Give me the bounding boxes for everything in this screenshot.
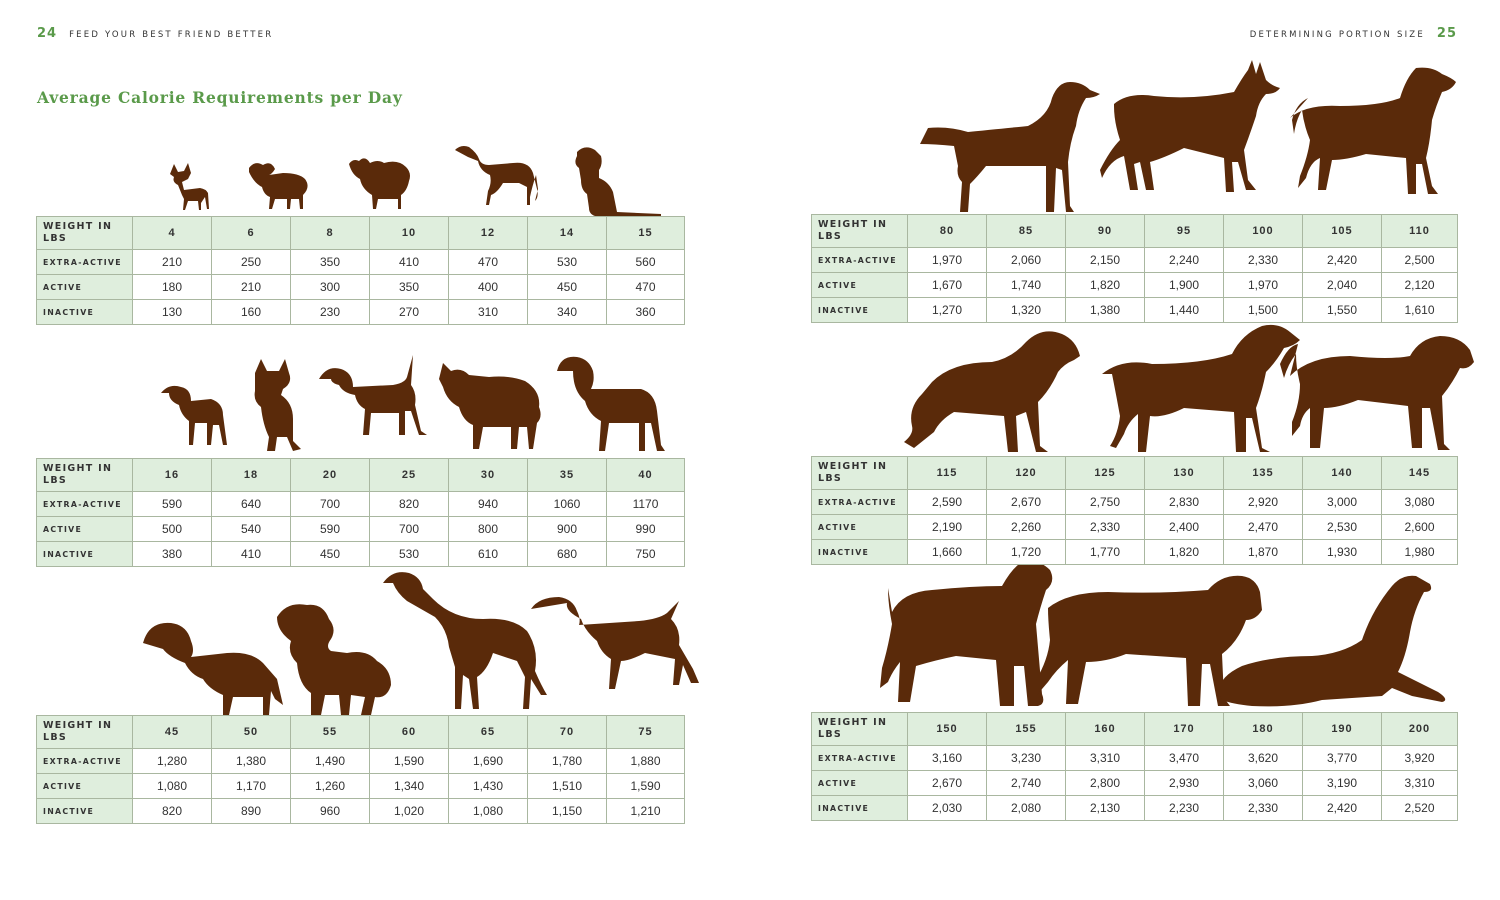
calorie-cell: 1,720 [987, 540, 1066, 565]
calorie-cell: 610 [449, 542, 528, 567]
weight-cell: 95 [1145, 215, 1224, 248]
shiba-silhouette [439, 363, 541, 449]
calorie-cell: 3,230 [987, 746, 1066, 771]
inactive-label: INACTIVE [37, 542, 133, 567]
papillon-silhouette [249, 163, 308, 209]
extra-active-label: EXTRA-ACTIVE [812, 248, 908, 273]
calorie-cell: 1,660 [908, 540, 987, 565]
page-heading: Average Calorie Requirements per Day [37, 88, 403, 107]
right-running-head [1250, 26, 1457, 41]
calorie-cell: 2,800 [1066, 771, 1145, 796]
weight-block-xl [811, 214, 1458, 323]
calorie-cell: 2,520 [1382, 796, 1458, 821]
calorie-cell: 1,900 [1145, 273, 1224, 298]
calorie-cell: 3,000 [1303, 490, 1382, 515]
weight-cell: 16 [133, 459, 212, 492]
calorie-cell: 1060 [528, 492, 607, 517]
calorie-cell: 2,190 [908, 515, 987, 540]
active-row [812, 515, 1458, 540]
weight-cell: 170 [1145, 713, 1224, 746]
extra-active-row [812, 490, 1458, 515]
extra-active-row [37, 749, 685, 774]
inactive-row [812, 540, 1458, 565]
pomeranian-silhouette [349, 158, 410, 209]
dog-silhouettes-medium [36, 353, 685, 458]
calorie-cell: 1,150 [528, 799, 607, 824]
active-label: ACTIVE [37, 774, 133, 799]
weight-row-label: WEIGHT IN LBS [37, 217, 133, 250]
weight-cell: 130 [1145, 457, 1224, 490]
calorie-cell: 3,160 [908, 746, 987, 771]
cocker-spaniel-silhouette [143, 623, 283, 715]
calorie-cell: 1,170 [212, 774, 291, 799]
calorie-cell: 700 [291, 492, 370, 517]
calorie-cell: 900 [528, 517, 607, 542]
calorie-cell: 2,240 [1145, 248, 1224, 273]
inactive-row [812, 796, 1458, 821]
calorie-cell: 800 [449, 517, 528, 542]
calorie-table-giant [811, 712, 1458, 821]
weight-cell: 190 [1303, 713, 1382, 746]
extra-active-label: EXTRA-ACTIVE [37, 250, 133, 275]
weight-row [37, 716, 685, 749]
weight-block-xxl [811, 456, 1458, 565]
inactive-row [37, 300, 685, 325]
calorie-cell: 500 [133, 517, 212, 542]
pointer-silhouette [920, 82, 1100, 212]
weight-cell: 4 [133, 217, 212, 250]
calorie-cell: 2,420 [1303, 796, 1382, 821]
left-running-title: FEED YOUR BEST FRIEND BETTER [69, 30, 274, 40]
calorie-cell: 3,920 [1382, 746, 1458, 771]
chihuahua-silhouette [170, 163, 209, 210]
pug-silhouette [161, 386, 227, 445]
calorie-cell: 700 [370, 517, 449, 542]
calorie-cell: 3,470 [1145, 746, 1224, 771]
calorie-cell: 2,060 [987, 248, 1066, 273]
extra-active-row [812, 248, 1458, 273]
weight-cell: 180 [1224, 713, 1303, 746]
weight-cell: 15 [607, 217, 685, 250]
weight-cell: 14 [528, 217, 607, 250]
calorie-cell: 1,740 [987, 273, 1066, 298]
calorie-cell: 450 [291, 542, 370, 567]
calorie-table-large [36, 715, 685, 824]
weight-row-label: WEIGHT IN LBS [812, 215, 908, 248]
calorie-cell: 990 [607, 517, 685, 542]
calorie-cell: 1,550 [1303, 298, 1382, 323]
weight-cell: 160 [1066, 713, 1145, 746]
weight-cell: 10 [370, 217, 449, 250]
calorie-cell: 1,970 [908, 248, 987, 273]
weight-block-medium [36, 458, 685, 567]
weight-cell: 12 [449, 217, 528, 250]
extra-active-label: EXTRA-ACTIVE [812, 490, 908, 515]
calorie-cell: 1,340 [370, 774, 449, 799]
active-label: ACTIVE [812, 771, 908, 796]
calorie-cell: 230 [291, 300, 370, 325]
active-row [37, 275, 685, 300]
calorie-cell: 540 [212, 517, 291, 542]
weight-cell: 105 [1303, 215, 1382, 248]
weight-cell: 110 [1382, 215, 1458, 248]
rottweiler-silhouette [1290, 68, 1456, 194]
weight-row-label: WEIGHT IN LBS [812, 713, 908, 746]
extra-active-row [37, 492, 685, 517]
calorie-cell: 3,190 [1303, 771, 1382, 796]
right-page-number: 25 [1436, 26, 1457, 41]
weight-cell: 20 [291, 459, 370, 492]
calorie-cell: 1,690 [449, 749, 528, 774]
calorie-cell: 940 [449, 492, 528, 517]
calorie-cell: 1,770 [1066, 540, 1145, 565]
weight-cell: 65 [449, 716, 528, 749]
active-row [37, 774, 685, 799]
newfoundland-silhouette [880, 561, 1052, 706]
calorie-cell: 820 [133, 799, 212, 824]
spaniel-mix-silhouette [557, 357, 665, 451]
calorie-cell: 890 [212, 799, 291, 824]
calorie-cell: 530 [528, 250, 607, 275]
calorie-cell: 3,060 [1224, 771, 1303, 796]
inactive-label: INACTIVE [812, 796, 908, 821]
weight-cell: 125 [1066, 457, 1145, 490]
inactive-row [812, 298, 1458, 323]
calorie-cell: 3,310 [1066, 746, 1145, 771]
bullmastiff-silhouette [1280, 336, 1474, 450]
weight-cell: 85 [987, 215, 1066, 248]
calorie-cell: 820 [370, 492, 449, 517]
weight-cell: 6 [212, 217, 291, 250]
weight-cell: 18 [212, 459, 291, 492]
calorie-table-xl [811, 214, 1458, 323]
calorie-cell: 1,500 [1224, 298, 1303, 323]
calorie-table-xxl [811, 456, 1458, 565]
calorie-cell: 2,040 [1303, 273, 1382, 298]
active-label: ACTIVE [812, 515, 908, 540]
weight-cell: 200 [1382, 713, 1458, 746]
weight-cell: 45 [133, 716, 212, 749]
calorie-cell: 2,670 [987, 490, 1066, 515]
calorie-cell: 1,430 [449, 774, 528, 799]
dog-silhouettes-xl [811, 64, 1458, 214]
weight-cell: 30 [449, 459, 528, 492]
weight-cell: 70 [528, 716, 607, 749]
calorie-cell: 2,500 [1382, 248, 1458, 273]
calorie-cell: 2,920 [1224, 490, 1303, 515]
calorie-cell: 1,270 [908, 298, 987, 323]
calorie-cell: 340 [528, 300, 607, 325]
weight-cell: 40 [607, 459, 685, 492]
calorie-cell: 1,280 [133, 749, 212, 774]
calorie-cell: 210 [133, 250, 212, 275]
calorie-cell: 1,080 [133, 774, 212, 799]
calorie-cell: 1,820 [1066, 273, 1145, 298]
weight-cell: 145 [1382, 457, 1458, 490]
dog-silhouettes-giant [811, 560, 1458, 712]
calorie-cell: 2,930 [1145, 771, 1224, 796]
calorie-cell: 2,330 [1066, 515, 1145, 540]
calorie-cell: 2,030 [908, 796, 987, 821]
weight-cell: 55 [291, 716, 370, 749]
calorie-cell: 640 [212, 492, 291, 517]
calorie-cell: 470 [449, 250, 528, 275]
extra-active-label: EXTRA-ACTIVE [37, 749, 133, 774]
calorie-cell: 2,750 [1066, 490, 1145, 515]
calorie-cell: 160 [212, 300, 291, 325]
calorie-cell: 470 [607, 275, 685, 300]
calorie-cell: 3,620 [1224, 746, 1303, 771]
calorie-cell: 2,400 [1145, 515, 1224, 540]
weight-row [812, 457, 1458, 490]
calorie-cell: 2,230 [1145, 796, 1224, 821]
extra-active-row [812, 746, 1458, 771]
extra-active-row [37, 250, 685, 275]
calorie-cell: 250 [212, 250, 291, 275]
calorie-cell: 2,120 [1382, 273, 1458, 298]
weight-cell: 50 [212, 716, 291, 749]
weight-block-large [36, 715, 685, 824]
calorie-cell: 410 [370, 250, 449, 275]
boxer-silhouette [531, 597, 699, 689]
calorie-cell: 410 [212, 542, 291, 567]
calorie-cell: 2,600 [1382, 515, 1458, 540]
calorie-cell: 1,380 [212, 749, 291, 774]
calorie-cell: 1,380 [1066, 298, 1145, 323]
calorie-cell: 1,590 [607, 774, 685, 799]
weight-block-giant [811, 712, 1458, 821]
bernese-silhouette [904, 331, 1080, 452]
calorie-cell: 680 [528, 542, 607, 567]
weight-cell: 90 [1066, 215, 1145, 248]
calorie-cell: 1,260 [291, 774, 370, 799]
calorie-cell: 1,930 [1303, 540, 1382, 565]
calorie-cell: 2,080 [987, 796, 1066, 821]
inactive-label: INACTIVE [812, 298, 908, 323]
german-shepherd-silhouette [1100, 60, 1280, 192]
weight-cell: 75 [607, 716, 685, 749]
calorie-cell: 1,210 [607, 799, 685, 824]
dog-silhouettes-large [36, 569, 685, 715]
calorie-cell: 960 [291, 799, 370, 824]
calorie-cell: 300 [291, 275, 370, 300]
calorie-cell: 1,610 [1382, 298, 1458, 323]
calorie-cell: 360 [607, 300, 685, 325]
dog-silhouettes-small [36, 146, 685, 216]
active-label: ACTIVE [37, 517, 133, 542]
extra-active-label: EXTRA-ACTIVE [37, 492, 133, 517]
weight-row [812, 713, 1458, 746]
calorie-cell: 2,130 [1066, 796, 1145, 821]
calorie-cell: 180 [133, 275, 212, 300]
calorie-cell: 1,590 [370, 749, 449, 774]
calorie-cell: 1,970 [1224, 273, 1303, 298]
calorie-cell: 2,420 [1303, 248, 1382, 273]
beagle-silhouette [319, 355, 427, 435]
calorie-cell: 1,880 [607, 749, 685, 774]
calorie-cell: 1,440 [1145, 298, 1224, 323]
inactive-label: INACTIVE [37, 300, 133, 325]
weight-cell: 25 [370, 459, 449, 492]
calorie-cell: 130 [133, 300, 212, 325]
poodle-silhouette [277, 604, 391, 715]
saluki-silhouette [383, 572, 547, 709]
calorie-cell: 350 [291, 250, 370, 275]
weight-cell: 100 [1224, 215, 1303, 248]
calorie-cell: 400 [449, 275, 528, 300]
calorie-cell: 1,080 [449, 799, 528, 824]
calorie-cell: 310 [449, 300, 528, 325]
active-label: ACTIVE [37, 275, 133, 300]
calorie-cell: 3,310 [1382, 771, 1458, 796]
extra-active-label: EXTRA-ACTIVE [812, 746, 908, 771]
calorie-table-medium [36, 458, 685, 567]
calorie-cell: 1,510 [528, 774, 607, 799]
active-row [812, 273, 1458, 298]
calorie-cell: 590 [291, 517, 370, 542]
active-row [812, 771, 1458, 796]
calorie-cell: 560 [607, 250, 685, 275]
inactive-row [37, 799, 685, 824]
active-row [37, 517, 685, 542]
weight-cell: 60 [370, 716, 449, 749]
weight-cell: 155 [987, 713, 1066, 746]
weight-row-label: WEIGHT IN LBS [37, 716, 133, 749]
calorie-cell: 1,320 [987, 298, 1066, 323]
calorie-cell: 1,490 [291, 749, 370, 774]
weight-row [812, 215, 1458, 248]
weight-cell: 80 [908, 215, 987, 248]
weight-block-small [36, 216, 685, 325]
calorie-cell: 3,080 [1382, 490, 1458, 515]
calorie-cell: 1170 [607, 492, 685, 517]
weight-row [37, 459, 685, 492]
inactive-label: INACTIVE [812, 540, 908, 565]
weight-row-label: WEIGHT IN LBS [812, 457, 908, 490]
calorie-cell: 1,670 [908, 273, 987, 298]
calorie-cell: 2,260 [987, 515, 1066, 540]
active-label: ACTIVE [812, 273, 908, 298]
weight-cell: 120 [987, 457, 1066, 490]
calorie-cell: 2,670 [908, 771, 987, 796]
weight-row [37, 217, 685, 250]
left-page-number: 24 [37, 26, 58, 41]
calorie-cell: 2,330 [1224, 796, 1303, 821]
calorie-cell: 270 [370, 300, 449, 325]
calorie-cell: 2,330 [1224, 248, 1303, 273]
weight-cell: 35 [528, 459, 607, 492]
rhodesian-silhouette [1102, 325, 1300, 452]
calorie-cell: 210 [212, 275, 291, 300]
calorie-table-small [36, 216, 685, 325]
calorie-cell: 2,590 [908, 490, 987, 515]
inactive-row [37, 542, 685, 567]
calorie-cell: 380 [133, 542, 212, 567]
inactive-label: INACTIVE [37, 799, 133, 824]
calorie-cell: 450 [528, 275, 607, 300]
calorie-cell: 2,740 [987, 771, 1066, 796]
calorie-cell: 1,020 [370, 799, 449, 824]
weight-cell: 150 [908, 713, 987, 746]
calorie-cell: 2,470 [1224, 515, 1303, 540]
left-running-head [37, 26, 273, 41]
weight-row-label: WEIGHT IN LBS [37, 459, 133, 492]
calorie-cell: 1,820 [1145, 540, 1224, 565]
calorie-cell: 1,780 [528, 749, 607, 774]
weight-cell: 140 [1303, 457, 1382, 490]
calorie-cell: 1,870 [1224, 540, 1303, 565]
calorie-cell: 2,830 [1145, 490, 1224, 515]
calorie-cell: 3,770 [1303, 746, 1382, 771]
calorie-cell: 350 [370, 275, 449, 300]
calorie-cell: 2,530 [1303, 515, 1382, 540]
weight-cell: 135 [1224, 457, 1303, 490]
weight-cell: 8 [291, 217, 370, 250]
calorie-cell: 2,150 [1066, 248, 1145, 273]
calorie-cell: 530 [370, 542, 449, 567]
sitting-terrier-silhouette [575, 147, 661, 216]
dog-silhouettes-xxl [811, 324, 1458, 456]
french-bulldog-silhouette [255, 359, 301, 451]
weight-cell: 115 [908, 457, 987, 490]
calorie-cell: 750 [607, 542, 685, 567]
calorie-cell: 1,980 [1382, 540, 1458, 565]
right-running-title: DETERMINING PORTION SIZE [1249, 30, 1425, 40]
calorie-cell: 590 [133, 492, 212, 517]
whippet-silhouette [455, 146, 538, 205]
